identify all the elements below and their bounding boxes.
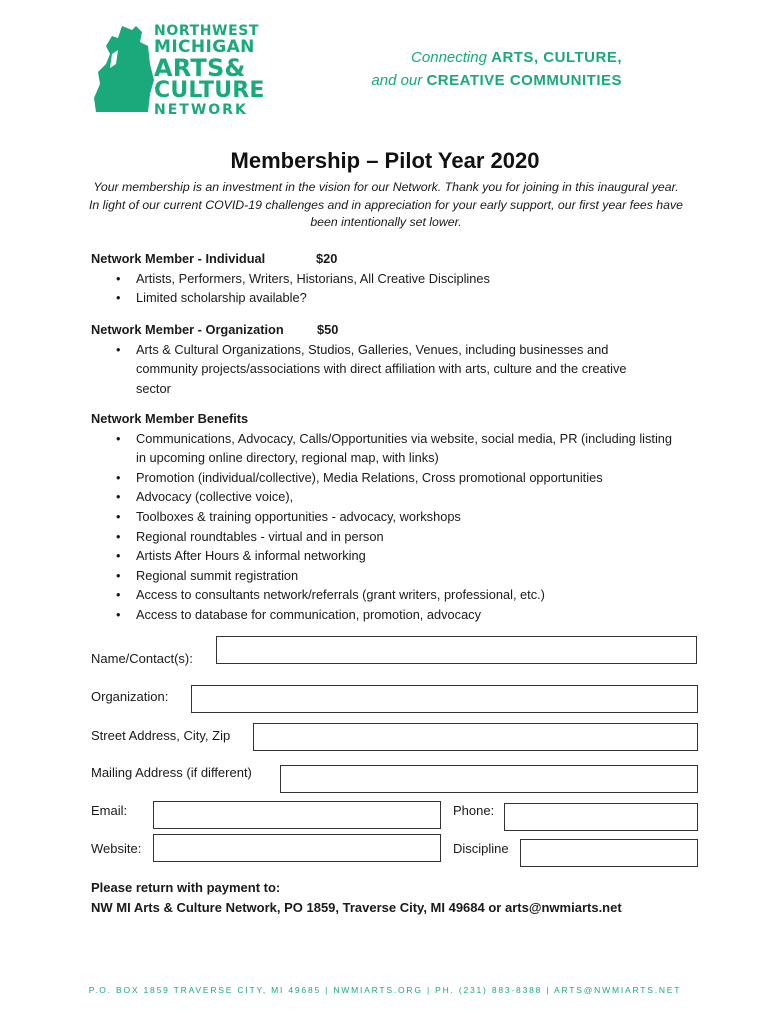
list-item: • Advocacy (collective voice),	[136, 487, 676, 507]
return-info	[91, 878, 622, 918]
organization-price: $50	[317, 322, 339, 337]
email-label: Email:	[91, 803, 128, 818]
discipline-label: Discipline	[453, 841, 509, 856]
list-item: • Artists, Performers, Writers, Historians, All Creative Disciplines	[136, 269, 711, 289]
list-item: • Artists After Hours & informal networking	[136, 546, 676, 566]
phone-field[interactable]	[504, 803, 698, 831]
logo-line: NORTHWEST	[154, 23, 260, 39]
return-address: NW MI Arts & Culture Network, PO 1859, Traverse City, MI 49684 or arts@nwmiarts.net	[91, 900, 622, 915]
individual-list	[91, 269, 711, 308]
street-address-label: Street Address, City, Zip	[91, 728, 231, 743]
list-item: • Communications, Advocacy, Calls/Opportunities via website, social media, PR (including listing in upcoming online directory, regional map, with links)	[136, 429, 676, 468]
logo-line: ARTS&	[154, 54, 246, 82]
return-heading: Please return with payment to:	[91, 880, 281, 895]
individual-section	[91, 249, 711, 308]
organization-section	[91, 320, 711, 398]
tagline-italic: Connecting	[411, 49, 492, 66]
list-item: • Regional roundtables - virtual and in person	[136, 527, 676, 547]
website-field[interactable]	[153, 834, 441, 862]
logo-wordmark	[154, 24, 265, 117]
mailing-address-label: Mailing Address (if different)	[91, 765, 252, 780]
street-address-field[interactable]	[253, 723, 698, 751]
organization-list	[91, 340, 656, 399]
michigan-map-icon	[92, 24, 156, 114]
mailing-address-field[interactable]	[280, 765, 698, 793]
tagline	[371, 46, 622, 92]
individual-heading: Network Member - Individual	[91, 251, 266, 266]
list-item: • Access to database for communication, promotion, advocacy	[136, 605, 676, 625]
email-field[interactable]	[153, 801, 441, 829]
benefits-list	[91, 429, 676, 625]
name-label: Name/Contact(s):	[91, 651, 193, 666]
discipline-field[interactable]	[520, 839, 698, 867]
website-label: Website:	[91, 841, 142, 856]
logo-line: CULTURE	[154, 78, 265, 103]
logo-line: MICHIGAN	[154, 37, 255, 57]
footer-contact: P.O. BOX 1859 TRAVERSE CITY, MI 49685 | NWMIARTS.ORG | PH. (231) 883-8388 | ARTS@NWMIARTS.NET	[88, 985, 682, 995]
benefits-heading: Network Member Benefits	[91, 411, 249, 426]
list-item: • Promotion (individual/collective), Media Relations, Cross promotional opportunities	[136, 468, 676, 488]
logo-line: NETWORK	[154, 102, 248, 118]
list-item: • Arts & Cultural Organizations, Studios, Galleries, Venues, including businesses and community projects/associations with direct affiliation with arts, culture and the creative sector	[136, 340, 656, 399]
tagline-bold: CREATIVE COMMUNITIES	[426, 72, 622, 89]
benefits-section	[91, 409, 711, 625]
phone-label: Phone:	[453, 803, 495, 818]
list-item: • Regional summit registration	[136, 566, 676, 586]
intro-text: Your membership is an investment in the vision for our Network. Thank you for joining in this inaugural year. In light of our current COVID-19 challenges and in appreciation for your early support, our first year fees have been intentionally set lower.	[89, 180, 683, 229]
list-item: • Access to consultants network/referrals (grant writers, professional, etc.)	[136, 585, 676, 605]
tagline-bold: ARTS, CULTURE,	[491, 49, 622, 66]
organization-field[interactable]	[191, 685, 698, 713]
list-item: • Limited scholarship available?	[136, 288, 711, 308]
name-field[interactable]	[216, 636, 697, 664]
tagline-italic: and our	[371, 72, 427, 89]
organization-heading: Network Member - Organization	[91, 322, 284, 337]
organization-label: Organization:	[91, 689, 169, 704]
list-item: • Toolboxes & training opportunities - advocacy, workshops	[136, 507, 676, 527]
individual-price: $20	[316, 251, 338, 266]
page-title: Membership – Pilot Year 2020	[230, 148, 540, 173]
